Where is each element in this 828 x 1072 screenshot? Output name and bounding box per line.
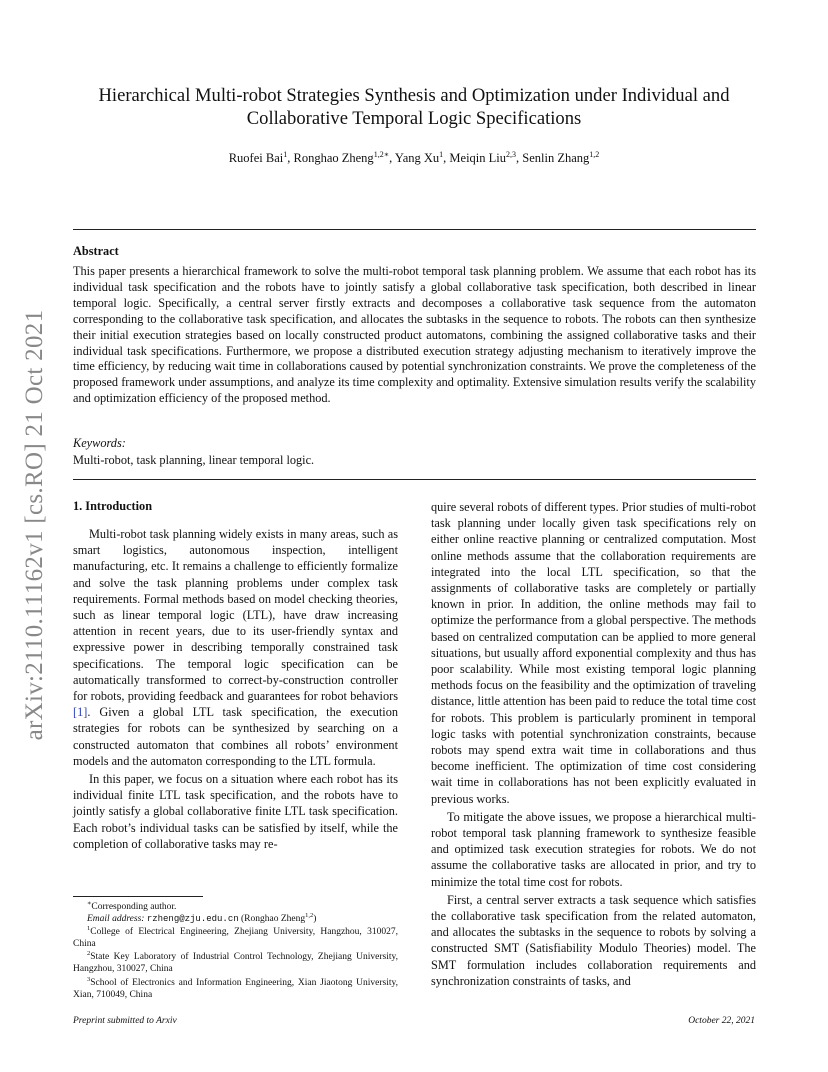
author-affiliation: 1,2∗: [373, 150, 390, 159]
citation-link[interactable]: [1]: [73, 705, 88, 720]
paragraph-text: . Given a global LTL task specification, the execution strategies for robots can be synthesized by searching on a constructed automaton that combines all robots’ environment models and the automaton corresponding to the LTL formula.: [73, 705, 398, 768]
arxiv-stamp: [14, 288, 56, 762]
author: Ronghao Zheng: [293, 151, 374, 166]
footnote-text: State Key Laboratory of Industrial Control Technology, Zhejiang University, Hangzhou, 310027, China: [73, 952, 398, 975]
author-affiliation: 2,3: [506, 150, 516, 159]
footnote-text: College of Electrical Engineering, Zhejiang University, Hangzhou, 310027, China: [73, 927, 398, 950]
author: Yang Xu: [394, 151, 440, 166]
author-affiliation: 1: [283, 150, 288, 159]
footnote-mark: 1: [87, 925, 91, 932]
footnote-text: Corresponding author.: [91, 902, 177, 913]
top-divider: [73, 229, 756, 230]
footnote-mark: 3: [87, 976, 91, 983]
keywords-heading: Keywords:: [73, 436, 126, 450]
paragraph: First, a central server extracts a task sequence which satisfies the collaborative task specification from the related automaton, and allocates the subtasks in the sequence to robots by solving a constructed SMT (Satisfiability Modulo Theories) model. The SMT formulation includes collaboration requirements and synchronization constraints of tasks, and: [431, 892, 756, 988]
paragraph: quire several robots of different types. Prior studies of multi-robot task planning under locally given task specifications rely on either online reactive planning or centralized computation. Most online methods assume that the collaboration requirements are integrated into the local LTL specification, so that the assignments of collaborative tasks are completely or partially known in prior. In addition, the online methods may fail to optimize the performance from a global perspective. The methods based on centralized computation can be applied to more general situations, but usually afford exponential complexity and thus has poor scalability. While most existing temporal logic planning methods focus on the feasibility and the optimization of traveling distance, little attention has been paid to reduce the total time cost for robots. This problem is particularly prominent in temporal logic tasks with potential synchronization constraints, because robots may spend extra wait time in collaborations and thus become inefficient. The optimization of time cost considering wait time in collaborations has not been explicitly evaluated in previous works.: [431, 500, 756, 806]
footnote-affiliation-3: [73, 974, 398, 1002]
author-list: Ruofei Bai$^1$, Ronghao Zheng$^{1,2∗}$, Yang Xu$^1$, Meiqin Liu$^{2,3}$, Senlin Zhang$^{1,2}$: [228, 150, 600, 166]
author: Meiqin Liu: [449, 151, 506, 166]
footer-left: Preprint submitted to Arxiv: [73, 1016, 177, 1026]
author-affiliation: 1: [439, 150, 444, 159]
email-label: Email address:: [87, 914, 145, 925]
footnote-affiliation-1: [73, 923, 398, 951]
arxiv-id: arXiv:2110.11162v1 [cs.RO] 21 Oct 2021: [21, 309, 48, 741]
paper-title: Hierarchical Multi-robot Strategies Synthesis and Optimization under Individual and Collaborative Temporal Logic Specifications: [98, 85, 730, 129]
footnote-divider: [73, 896, 203, 897]
footnote-text: School of Electronics and Information Engineering, Xian Jiaotong University, Xian, 710049, China: [73, 978, 398, 1001]
paragraph: To mitigate the above issues, we propose a hierarchical multi-robot temporal task planning framework to synthesize feasible and optimized task execution strategies for robots. We do not assume the collaborative tasks are allocated in prior, and try to minimize the total time cost for robots.: [431, 809, 756, 889]
abstract-bottom-divider: [73, 479, 756, 480]
footnote-mark: ∗: [87, 900, 92, 907]
author: Senlin Zhang: [522, 151, 590, 166]
abstract-heading: Abstract: [73, 244, 119, 258]
paragraph-text: Multi-robot task planning widely exists in many areas, such as smart logistics, autonomous inspection, intelligent manufacturing, etc. It remains a challenge to efficiently formalize and solve the task planning problems under complex task requirements. Formal methods based on model checking theories, such as linear temporal logic (LTL), have draw increasing attention in recent years, due to its user-friendly syntax and expressive power in describing temporally constrained task specifications. The temporal logic specification can be automatically transformed to correct-by-construction controller for robots, providing feedback and guarantees for robot behaviors: [73, 527, 398, 704]
footnote-mark: 2: [87, 950, 91, 957]
email-link[interactable]: rzheng@zju.edu.cn: [146, 914, 239, 925]
author: Ruofei Bai: [228, 151, 284, 166]
left-column: [73, 526, 398, 852]
footnote-affiliation-2: [73, 948, 398, 976]
right-column: [431, 499, 756, 989]
author-affiliation: 1,2: [589, 150, 600, 159]
email-owner-end: ): [313, 914, 317, 925]
email-owner: (Ronghao Zheng: [241, 914, 306, 925]
keywords-text: Multi-robot, task planning, linear temporal logic.: [73, 453, 315, 467]
paragraph: [73, 526, 398, 769]
section-heading: 1. Introduction: [73, 499, 153, 513]
footer-date: October 22, 2021: [688, 1016, 755, 1026]
abstract-text: This paper presents a hierarchical framework to solve the multi-robot temporal task planning problem. We assume that each robot has its individual task specification and the robots have to jointly satisfy a global collaborative task specification, both described in linear temporal logic. Specifically, a central server firstly extracts and decomposes a collaborative task sequence from the automaton corresponding to the collaborative task specification, and allocates the subtasks in the sequence to robots. The robots can then synthesize their initial execution strategies based on locally constructed product automatons, combining the assigned collaborative tasks and their individual task specifications. Furthermore, we propose a distributed execution strategy adjusting mechanism to iteratively improve the time efficiency, by reducing wait time in collaborations caused by potential synchronization constraints. We prove the completeness of the proposed framework under assumptions, and analyze its time complexity and optimality. Extensive simulation results verify the scalability and optimization efficiency of the proposed method.: [73, 264, 756, 406]
paragraph: In this paper, we focus on a situation where each robot has its individual finite LTL task specification, and the robots have to jointly satisfy a global collaborative finite LTL task specification. Each robot’s individual tasks can be satisfied by itself, while the completion of collaborative tasks may re-: [73, 772, 398, 851]
footnote-mark: 1,2: [305, 912, 314, 919]
